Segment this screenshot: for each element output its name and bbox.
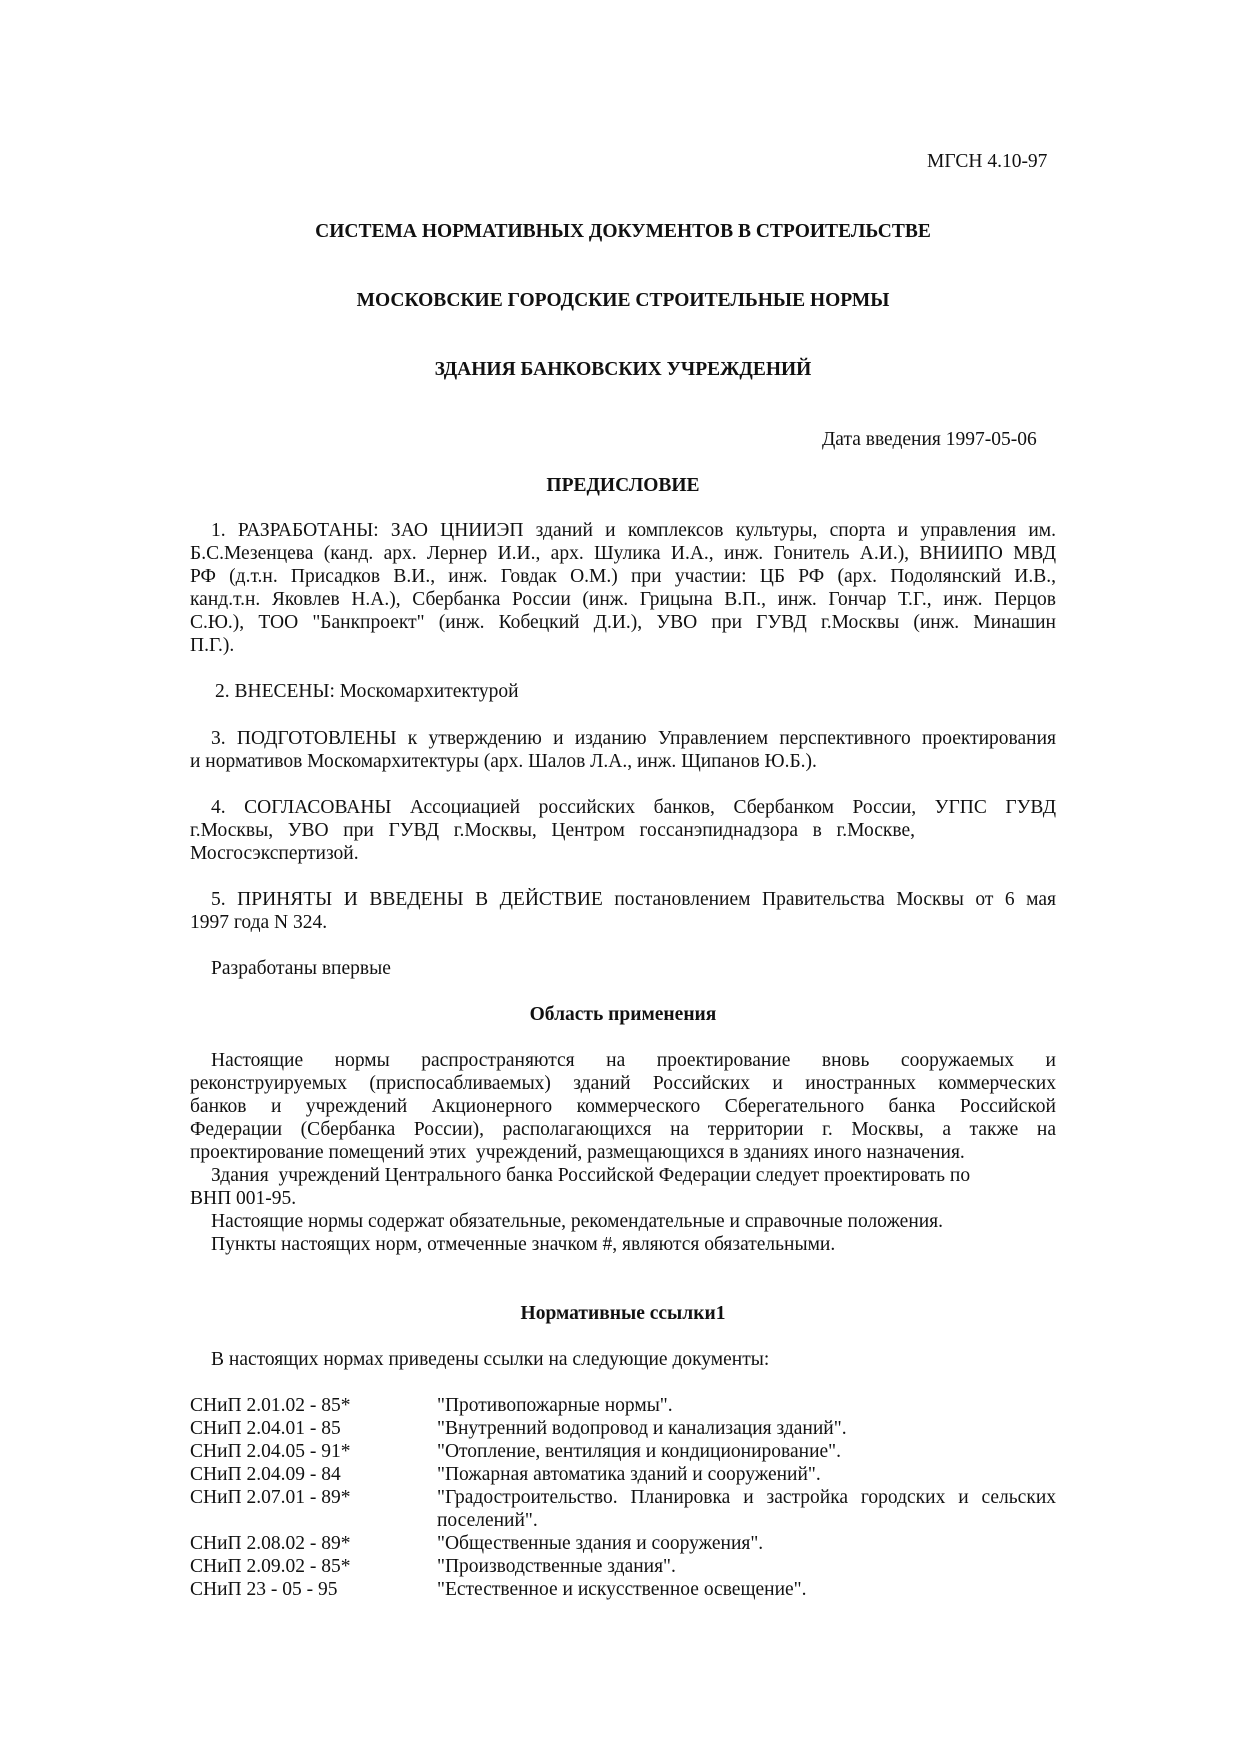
scope-p2-line: ВНП 001-95. <box>190 1188 297 1209</box>
scope-p1-line: проектирование помещений этих учреждений, размещающихся в зданиях иного назначения. <box>190 1142 965 1163</box>
ref-title: "Общественные здания и сооружения". <box>437 1533 764 1554</box>
ref-title: поселений". <box>437 1510 538 1531</box>
ref-title: "Производственные здания". <box>437 1556 676 1577</box>
ref-title: "Пожарная автоматика зданий и сооружений". <box>437 1464 821 1485</box>
preface-p2: 2. ВНЕСЕНЫ: Москомархитектурой <box>215 681 519 702</box>
preface-p1-line: РФ (д.т.н. Присадков В.И., инж. Говдак О.М.) при участии: ЦБ РФ (арх. Подолянский И.В., <box>190 566 1056 587</box>
ref-code: СНиП 2.01.02 - 85* <box>190 1395 351 1416</box>
heading-norms: МОСКОВСКИЕ ГОРОДСКИЕ СТРОИТЕЛЬНЫЕ НОРМЫ <box>356 290 890 311</box>
ref-code: СНиП 2.08.02 - 89* <box>190 1533 351 1554</box>
scope-p1-line: банков и учреждений Акционерного коммерческого Сберегательного банка Российской <box>190 1096 1056 1117</box>
preface-p1-line: Б.С.Мезенцева (канд. арх. Лернер И.И., арх. Шулика И.А., инж. Гонитель А.И.), ВНИИПО МВД <box>190 543 1056 564</box>
refs-intro: В настоящих нормах приведены ссылки на следующие документы: <box>211 1349 770 1370</box>
ref-code: СНиП 2.04.05 - 91* <box>190 1441 351 1462</box>
scope-p1-line: Федерации (Сбербанка России), располагающихся на территории г. Москвы, а также на <box>190 1119 1056 1140</box>
ref-title: "Естественное и искусственное освещение". <box>437 1579 807 1600</box>
scope-heading: Область применения <box>529 1004 717 1025</box>
ref-code: СНиП 2.07.01 - 89* <box>190 1487 351 1508</box>
preface-p4-line: Мосгосэкспертизой. <box>190 843 359 864</box>
intro-date: Дата введения 1997-05-06 <box>822 429 1037 450</box>
scope-p2-line: Здания учреждений Центрального банка Российской Федерации следует проектировать по <box>211 1165 971 1186</box>
preface-p5-line: 5. ПРИНЯТЫ И ВВЕДЕНЫ В ДЕЙСТВИЕ постановлением Правительства Москвы от 6 мая <box>211 889 1056 910</box>
preface-p6: Разработаны впервые <box>211 958 391 979</box>
preface-p3-line: 3. ПОДГОТОВЛЕНЫ к утверждению и изданию Управлением перспективного проектирования <box>211 728 1056 749</box>
preface-p3-line: и нормативов Москомархитектуры (арх. Шалов Л.А., инж. Щипанов Ю.Б.). <box>190 751 817 772</box>
doc-code: МГСН 4.10-97 <box>927 151 1048 172</box>
scope-p1-line: Настоящие нормы распространяются на проектирование вновь сооружаемых и <box>211 1050 1056 1071</box>
ref-code: СНиП 23 - 05 - 95 <box>190 1579 338 1600</box>
ref-title: "Отопление, вентиляция и кондиционирование". <box>437 1441 842 1462</box>
preface-heading: ПРЕДИСЛОВИЕ <box>546 475 700 496</box>
scope-p1-line: реконструируемых (приспосабливаемых) зданий Российских и иностранных коммерческих <box>190 1073 1056 1094</box>
scope-p3: Настоящие нормы содержат обязательные, рекомендательные и справочные положения. <box>211 1211 944 1232</box>
ref-code: СНиП 2.04.01 - 85 <box>190 1418 341 1439</box>
preface-p1-line: 1. РАЗРАБОТАНЫ: ЗАО ЦНИИЭП зданий и комплексов культуры, спорта и управления им. <box>211 520 1056 541</box>
preface-p4-line: г.Москвы, УВО при ГУВД г.Москвы, Центром госсанэпиднадзора в г.Москве, <box>190 820 915 841</box>
ref-title: "Противопожарные нормы". <box>437 1395 673 1416</box>
ref-code: СНиП 2.04.09 - 84 <box>190 1464 341 1485</box>
preface-p1-line: С.Ю.), ТОО "Банкпроект" (инж. Кобецкий Д.И.), УВО при ГУВД г.Москвы (инж. Минашин <box>190 612 1056 633</box>
preface-p1-line: канд.т.н. Яковлев Н.А.), Сбербанка России (инж. Грицына В.П., инж. Гончар Т.Г., инж. Перцов <box>190 589 1056 610</box>
scope-p4: Пункты настоящих норм, отмеченные значком #, являются обязательными. <box>211 1234 836 1255</box>
ref-code: СНиП 2.09.02 - 85* <box>190 1556 351 1577</box>
ref-title: "Градостроительство. Планировка и застройка городских и сельских <box>437 1487 1056 1508</box>
ref-title: "Внутренний водопровод и канализация зданий". <box>437 1418 847 1439</box>
heading-title: ЗДАНИЯ БАНКОВСКИХ УЧРЕЖДЕНИЙ <box>434 359 812 380</box>
preface-p4-line: 4. СОГЛАСОВАНЫ Ассоциацией российских банков, Сбербанком России, УГПС ГУВД <box>211 797 1056 818</box>
preface-p1-line: П.Г.). <box>190 635 235 656</box>
preface-p5-line: 1997 года N 324. <box>190 912 328 933</box>
refs-heading: Нормативные ссылки1 <box>520 1303 726 1324</box>
heading-system: СИСТЕМА НОРМАТИВНЫХ ДОКУМЕНТОВ В СТРОИТЕЛЬСТВЕ <box>315 221 931 242</box>
